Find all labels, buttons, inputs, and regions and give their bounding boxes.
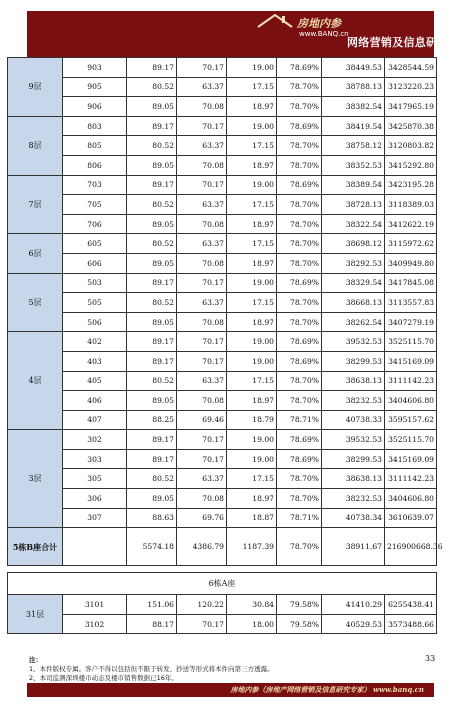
value-cell: 3118389.03 — [385, 195, 437, 215]
value-cell: 3415292.80 — [385, 155, 437, 175]
value-cell: 38299.53 — [322, 351, 385, 371]
value-cell: 89.05 — [127, 489, 177, 509]
table-row — [8, 391, 437, 411]
value-cell: 89.17 — [127, 332, 177, 352]
value-cell: 151.06 — [127, 595, 177, 615]
value-cell: 89.05 — [127, 214, 177, 234]
value-cell: 78.69% — [277, 116, 322, 136]
floor-label: 8层 — [8, 116, 63, 175]
unit-number: 805 — [63, 136, 127, 156]
value-cell: 3123220.23 — [385, 77, 437, 97]
value-cell: 78.70% — [277, 391, 322, 411]
value-cell: 17.15 — [227, 293, 277, 313]
value-cell: 3415169.09 — [385, 449, 437, 469]
section-title: 6栋A座 — [8, 573, 437, 595]
value-cell: 17.15 — [227, 234, 277, 254]
value-cell: 80.52 — [127, 234, 177, 254]
value-cell: 80.52 — [127, 136, 177, 156]
table-row — [8, 312, 437, 332]
note-item: 2、本司监测深圳楼市动态及楼市销售数据已16年。 — [29, 674, 178, 682]
floor-label: 31层 — [8, 595, 63, 634]
unit-number: 703 — [63, 175, 127, 195]
value-cell: 88.17 — [127, 614, 177, 634]
value-cell: 3423195.28 — [385, 175, 437, 195]
value-cell: 70.17 — [177, 332, 227, 352]
value-cell: 18.97 — [227, 155, 277, 175]
value-cell: 41410.29 — [322, 595, 385, 615]
value-cell: 18.87 — [227, 508, 277, 528]
value-cell: 69.76 — [177, 508, 227, 528]
value-cell: 38788.13 — [322, 77, 385, 97]
value-cell: 80.52 — [127, 371, 177, 391]
floor-label: 3层 — [8, 430, 63, 528]
unit-number: 806 — [63, 155, 127, 175]
value-cell: 3417845.08 — [385, 273, 437, 293]
value-cell: 19.00 — [227, 175, 277, 195]
value-cell: 88.63 — [127, 508, 177, 528]
table-row — [8, 155, 437, 175]
value-cell: 70.17 — [177, 449, 227, 469]
table-row — [8, 116, 437, 136]
value-cell: 80.52 — [127, 469, 177, 489]
value-cell: 18.97 — [227, 391, 277, 411]
value-cell: 63.37 — [177, 77, 227, 97]
value-cell: 78.69% — [277, 332, 322, 352]
table-row — [8, 508, 437, 528]
unit-number: 306 — [63, 489, 127, 509]
value-cell: 78.70% — [277, 77, 322, 97]
value-cell: 78.70% — [277, 136, 322, 156]
value-cell: 39532.53 — [322, 332, 385, 352]
value-cell: 40529.53 — [322, 614, 385, 634]
value-cell: 78.70% — [277, 489, 322, 509]
value-cell: 38232.53 — [322, 489, 385, 509]
table-row — [8, 410, 437, 430]
total-value: 5574.18 — [127, 528, 177, 566]
value-cell: 3404606.80 — [385, 391, 437, 411]
unit-number: 706 — [63, 214, 127, 234]
value-cell: 78.70% — [277, 234, 322, 254]
value-cell: 78.70% — [277, 371, 322, 391]
value-cell: 89.05 — [127, 253, 177, 273]
value-cell: 18.00 — [227, 614, 277, 634]
value-cell: 18.97 — [227, 253, 277, 273]
table-row — [8, 430, 437, 450]
value-cell: 38638.13 — [322, 371, 385, 391]
unit-number: 605 — [63, 234, 127, 254]
value-cell: 40738.33 — [322, 410, 385, 430]
table-row — [8, 97, 437, 117]
value-cell: 70.17 — [177, 430, 227, 450]
unit-number: 606 — [63, 253, 127, 273]
value-cell: 3525115.70 — [385, 332, 437, 352]
value-cell: 19.00 — [227, 430, 277, 450]
footer-text: 房地内参（房地产网络营销及信息研究专家） www.banq.cn — [230, 685, 424, 694]
total-label: 5栋B座合计 — [8, 528, 63, 566]
unit-number: 303 — [63, 449, 127, 469]
value-cell: 78.70% — [277, 293, 322, 313]
table-row — [8, 273, 437, 293]
value-cell: 79.58% — [277, 595, 322, 615]
table-row — [8, 614, 437, 634]
spacer-row — [8, 566, 437, 573]
unit-number: 506 — [63, 312, 127, 332]
value-cell: 78.69% — [277, 430, 322, 450]
value-cell: 78.69% — [277, 175, 322, 195]
value-cell: 89.17 — [127, 449, 177, 469]
unit-number: 705 — [63, 195, 127, 215]
value-cell: 88.25 — [127, 410, 177, 430]
value-cell: 3111142.23 — [385, 469, 437, 489]
unit-number: 503 — [63, 273, 127, 293]
brand-url: www.BANQ.cn — [299, 30, 349, 38]
price-table — [7, 57, 443, 634]
value-cell: 89.17 — [127, 430, 177, 450]
section-row — [8, 573, 437, 595]
value-cell: 3113557.83 — [385, 293, 437, 313]
value-cell: 19.00 — [227, 351, 277, 371]
value-cell: 3404606.80 — [385, 489, 437, 509]
unit-number: 3102 — [63, 614, 127, 634]
value-cell: 70.17 — [177, 614, 227, 634]
table-row — [8, 351, 437, 371]
table-row — [8, 449, 437, 469]
floor-label: 9层 — [8, 58, 63, 117]
value-cell: 70.08 — [177, 155, 227, 175]
value-cell: 63.37 — [177, 293, 227, 313]
value-cell: 78.70% — [277, 155, 322, 175]
value-cell: 78.69% — [277, 273, 322, 293]
value-cell: 63.37 — [177, 469, 227, 489]
value-cell: 63.37 — [177, 136, 227, 156]
value-cell: 39532.53 — [322, 430, 385, 450]
notes-block — [29, 656, 274, 683]
value-cell: 78.70% — [277, 253, 322, 273]
unit-number: 505 — [63, 293, 127, 313]
floor-label: 7层 — [8, 175, 63, 234]
value-cell: 3595157.62 — [385, 410, 437, 430]
value-cell: 78.69% — [277, 351, 322, 371]
unit-number: 403 — [63, 351, 127, 371]
value-cell: 17.15 — [227, 469, 277, 489]
value-cell: 3412622.19 — [385, 214, 437, 234]
value-cell: 89.17 — [127, 273, 177, 293]
spacer-cell — [8, 566, 437, 573]
value-cell: 38232.53 — [322, 391, 385, 411]
value-cell: 78.69% — [277, 58, 322, 78]
value-cell: 70.17 — [177, 116, 227, 136]
value-cell: 38292.53 — [322, 253, 385, 273]
value-cell: 3111142.23 — [385, 371, 437, 391]
value-cell: 3120803.82 — [385, 136, 437, 156]
value-cell: 78.70% — [277, 469, 322, 489]
table-row — [8, 371, 437, 391]
value-cell: 89.05 — [127, 97, 177, 117]
value-cell: 38758.12 — [322, 136, 385, 156]
value-cell: 38668.13 — [322, 293, 385, 313]
value-cell: 3573488.66 — [385, 614, 437, 634]
value-cell: 80.52 — [127, 293, 177, 313]
value-cell: 18.79 — [227, 410, 277, 430]
value-cell: 30.84 — [227, 595, 277, 615]
total-row — [8, 528, 437, 566]
value-cell: 19.00 — [227, 449, 277, 469]
table-row — [8, 175, 437, 195]
value-cell: 18.97 — [227, 214, 277, 234]
value-cell: 89.05 — [127, 155, 177, 175]
unit-number: 305 — [63, 469, 127, 489]
page-number: 33 — [425, 654, 436, 663]
value-cell: 38728.13 — [322, 195, 385, 215]
table-row — [8, 214, 437, 234]
value-cell: 17.15 — [227, 77, 277, 97]
value-cell: 70.08 — [177, 253, 227, 273]
value-cell: 38262.54 — [322, 312, 385, 332]
value-cell: 70.08 — [177, 391, 227, 411]
value-cell: 38322.54 — [322, 214, 385, 234]
floor-label: 6层 — [8, 234, 63, 273]
value-cell: 78.70% — [277, 214, 322, 234]
total-value — [63, 528, 127, 566]
value-cell: 3415169.09 — [385, 351, 437, 371]
table-row — [8, 595, 437, 615]
header-title: 网络营销及信息研究专家 — [347, 36, 471, 49]
table-row — [8, 136, 437, 156]
value-cell: 70.08 — [177, 312, 227, 332]
value-cell: 78.69% — [277, 449, 322, 469]
value-cell: 70.08 — [177, 97, 227, 117]
value-cell: 18.97 — [227, 312, 277, 332]
value-cell: 78.71% — [277, 410, 322, 430]
value-cell: 78.71% — [277, 508, 322, 528]
value-cell: 3425870.38 — [385, 116, 437, 136]
value-cell: 89.05 — [127, 312, 177, 332]
unit-number: 302 — [63, 430, 127, 450]
value-cell: 78.70% — [277, 312, 322, 332]
value-cell: 3407279.19 — [385, 312, 437, 332]
unit-number: 906 — [63, 97, 127, 117]
value-cell: 38352.53 — [322, 155, 385, 175]
value-cell: 38299.53 — [322, 449, 385, 469]
unit-number: 402 — [63, 332, 127, 352]
table-row — [8, 58, 437, 78]
value-cell: 63.37 — [177, 195, 227, 215]
value-cell: 40738.34 — [322, 508, 385, 528]
value-cell: 89.17 — [127, 116, 177, 136]
unit-number: 903 — [63, 58, 127, 78]
value-cell: 63.37 — [177, 234, 227, 254]
value-cell: 80.52 — [127, 77, 177, 97]
value-cell: 79.58% — [277, 614, 322, 634]
unit-number: 803 — [63, 116, 127, 136]
value-cell: 38329.54 — [322, 273, 385, 293]
value-cell: 89.17 — [127, 351, 177, 371]
table-row — [8, 293, 437, 313]
total-value: 216900668.36 — [385, 528, 437, 566]
floor-label: 5层 — [8, 273, 63, 332]
value-cell: 3428544.59 — [385, 58, 437, 78]
price-table-body — [8, 58, 443, 634]
value-cell: 70.17 — [177, 351, 227, 371]
value-cell: 19.00 — [227, 332, 277, 352]
note-item: 1、本件版权专属。客户不得以包括但不限于转发、抄送等形式将本件向第三方透露。 — [29, 665, 274, 673]
value-cell: 3525115.70 — [385, 430, 437, 450]
table-row — [8, 489, 437, 509]
value-cell: 70.08 — [177, 214, 227, 234]
value-cell: 89.17 — [127, 175, 177, 195]
value-cell: 89.05 — [127, 391, 177, 411]
header-banner — [27, 11, 471, 57]
value-cell: 80.52 — [127, 195, 177, 215]
value-cell: 3417965.19 — [385, 97, 437, 117]
value-cell: 19.00 — [227, 58, 277, 78]
value-cell: 19.00 — [227, 273, 277, 293]
total-value: 38911.67 — [322, 528, 385, 566]
value-cell: 3115972.62 — [385, 234, 437, 254]
value-cell: 120.22 — [177, 595, 227, 615]
total-value: 78.70% — [277, 528, 322, 566]
unit-number: 407 — [63, 410, 127, 430]
value-cell: 17.15 — [227, 195, 277, 215]
floor-label: 4层 — [8, 332, 63, 430]
table-row — [8, 77, 437, 97]
value-cell: 18.97 — [227, 97, 277, 117]
value-cell: 3610639.07 — [385, 508, 437, 528]
value-cell: 70.17 — [177, 58, 227, 78]
value-cell: 78.70% — [277, 97, 322, 117]
value-cell: 70.17 — [177, 175, 227, 195]
house-logo-icon — [256, 13, 294, 35]
table-row — [8, 253, 437, 273]
value-cell: 6255438.41 — [385, 595, 437, 615]
total-value: 4386.79 — [177, 528, 227, 566]
value-cell: 38389.54 — [322, 175, 385, 195]
table-row — [8, 234, 437, 254]
value-cell: 89.17 — [127, 58, 177, 78]
value-cell: 38382.54 — [322, 97, 385, 117]
value-cell: 69.46 — [177, 410, 227, 430]
table-row — [8, 469, 437, 489]
value-cell: 19.00 — [227, 116, 277, 136]
value-cell: 38419.54 — [322, 116, 385, 136]
unit-number: 405 — [63, 371, 127, 391]
unit-number: 3101 — [63, 595, 127, 615]
value-cell: 3409949.80 — [385, 253, 437, 273]
table-row — [8, 332, 437, 352]
unit-number: 905 — [63, 77, 127, 97]
table-row — [8, 195, 437, 215]
value-cell: 38698.12 — [322, 234, 385, 254]
value-cell: 18.97 — [227, 489, 277, 509]
footer-banner — [27, 683, 434, 697]
value-cell: 63.37 — [177, 371, 227, 391]
total-value: 1187.39 — [227, 528, 277, 566]
notes-heading: 注： — [29, 656, 42, 664]
value-cell: 38449.53 — [322, 58, 385, 78]
unit-number: 406 — [63, 391, 127, 411]
value-cell: 70.17 — [177, 273, 227, 293]
price-table-wrap — [7, 57, 443, 634]
brand-name: 房地内参 — [297, 17, 341, 30]
unit-number: 307 — [63, 508, 127, 528]
value-cell: 78.70% — [277, 195, 322, 215]
value-cell: 17.15 — [227, 371, 277, 391]
value-cell: 70.08 — [177, 489, 227, 509]
value-cell: 38638.13 — [322, 469, 385, 489]
value-cell: 17.15 — [227, 136, 277, 156]
